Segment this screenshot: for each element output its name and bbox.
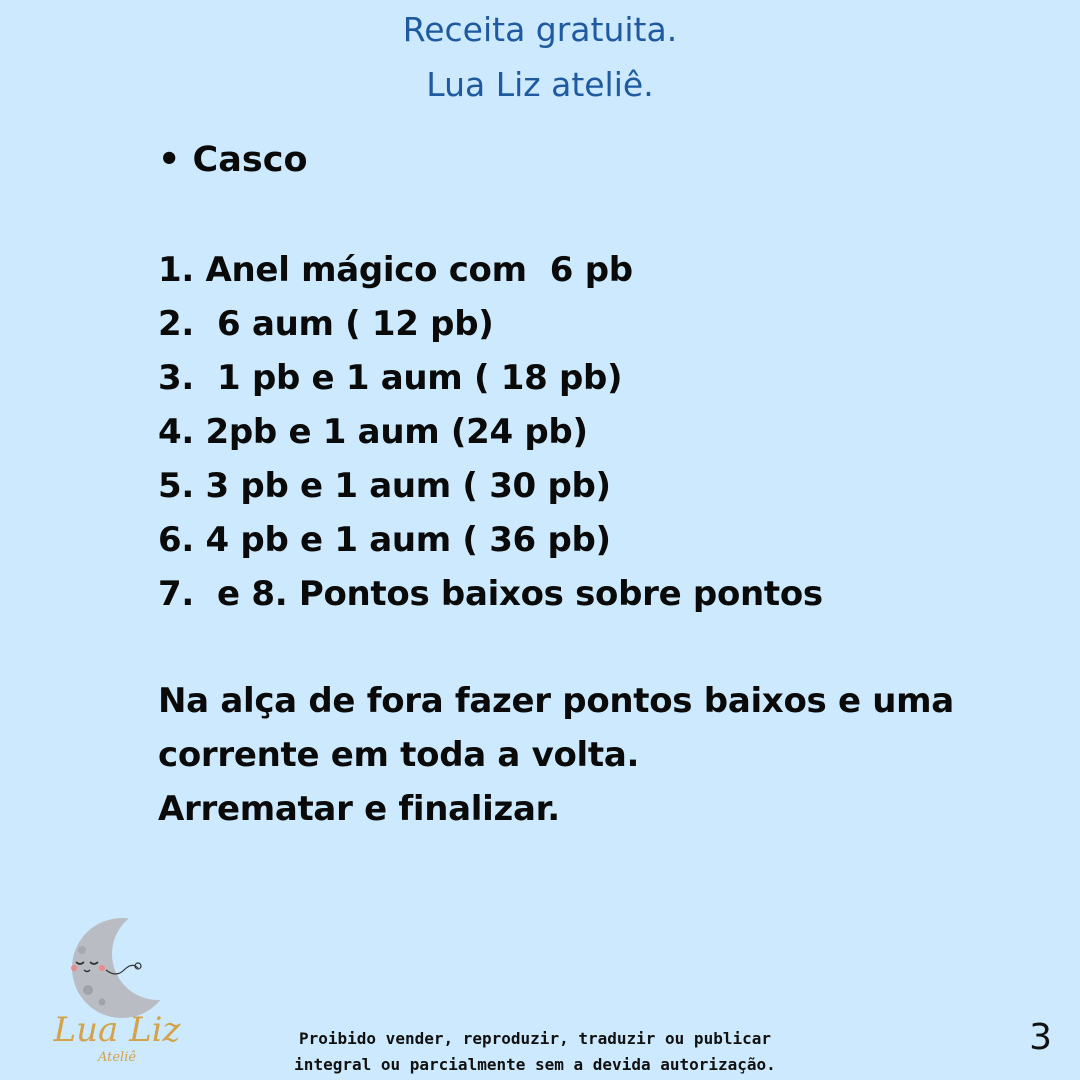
instruction-step: 2. 6 aum ( 12 pb) xyxy=(158,304,494,344)
instruction-step: 5. 3 pb e 1 aum ( 30 pb) xyxy=(158,466,611,506)
page-number: 3 xyxy=(1029,1017,1052,1058)
note-line: corrente em toda a volta. xyxy=(158,735,640,775)
copyright-disclaimer xyxy=(240,1026,830,1078)
note-line: Arrematar e finalizar. xyxy=(158,789,560,829)
finishing-notes xyxy=(158,674,1038,836)
header-subtitle: Lua Liz ateliê. xyxy=(426,65,654,104)
instruction-step: 3. 1 pb e 1 aum ( 18 pb) xyxy=(158,358,623,398)
logo-subtitle: Ateliê xyxy=(97,1050,137,1065)
instruction-step: 6. 4 pb e 1 aum ( 36 pb) xyxy=(158,520,611,560)
header-title: Receita gratuita. xyxy=(402,10,678,49)
section-title: • Casco xyxy=(158,140,308,180)
instruction-step: 7. e 8. Pontos baixos sobre pontos xyxy=(158,574,823,614)
instruction-list xyxy=(158,243,823,621)
instruction-step: 4. 2pb e 1 aum (24 pb) xyxy=(158,412,588,452)
disclaimer-line: integral ou parcialmente sem a devida autorização. xyxy=(294,1055,776,1074)
logo-name: Lua Liz xyxy=(53,1010,181,1050)
disclaimer-line: Proibido vender, reproduzir, traduzir ou publicar xyxy=(298,1029,771,1048)
moon-icon xyxy=(40,910,190,1020)
note-line: Na alça de fora fazer pontos baixos e uma xyxy=(158,681,954,721)
instruction-step: 1. Anel mágico com 6 pb xyxy=(158,250,633,290)
